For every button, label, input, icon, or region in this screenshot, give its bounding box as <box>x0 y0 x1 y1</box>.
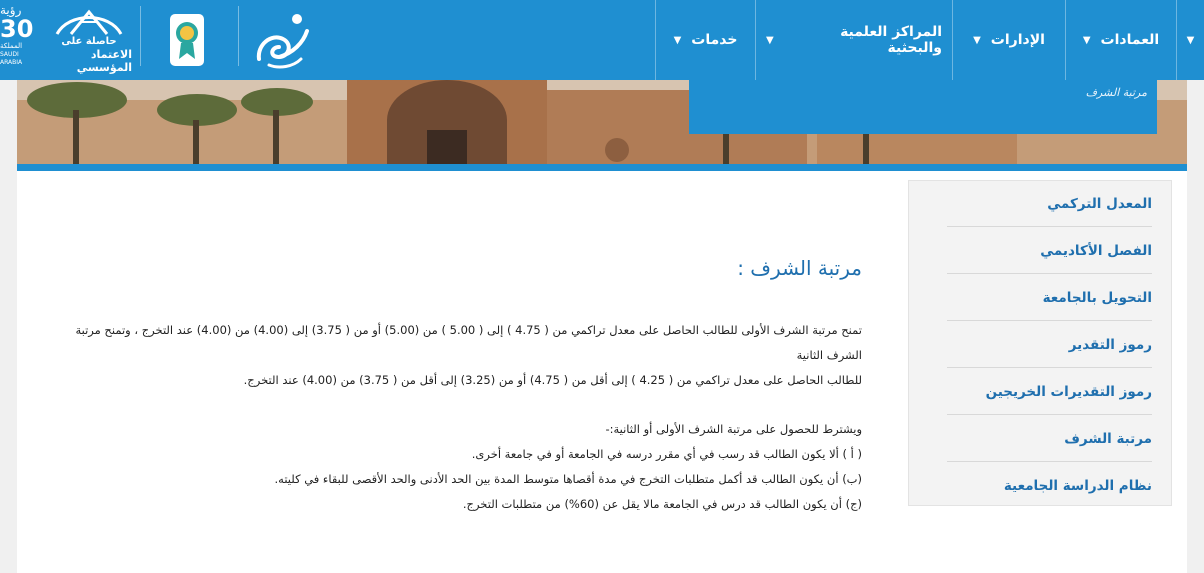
nav-item-deanships[interactable] <box>1065 0 1176 80</box>
nav-expand-toggle[interactable] <box>1176 0 1204 80</box>
university-logo[interactable] <box>246 0 316 80</box>
sidebar-item-label: الفصل الأكاديمي <box>1040 242 1152 259</box>
condition-b: (ب) أن يكون الطالب قد أكمل متطلبات التخرج في مدة أقصاها متوسط المدة بين الحد الأدنى والحد الأقصى للبقاء في كليته. <box>274 472 862 486</box>
sidebar-item-label: رموز التقديرات الخريجين <box>985 383 1152 400</box>
breadcrumb <box>689 80 1157 134</box>
nav-item-services[interactable] <box>655 0 755 80</box>
nav-item-label: خدمات <box>691 32 738 48</box>
vision-word: رؤية <box>0 3 22 17</box>
sidebar-item-honors[interactable] <box>947 416 1152 462</box>
sidebar-item-study-system[interactable] <box>947 463 1152 509</box>
spacer <box>62 393 862 417</box>
vision-sub-2: SAUDI ARABIA <box>0 51 23 66</box>
logo-divider <box>140 6 141 66</box>
accreditation-line-1: حاصلة على <box>61 36 117 47</box>
vision-number: 30 <box>0 15 34 43</box>
conditions-intro: ويشترط للحصول على مرتبة الشرف الأولى أو الثانية:- <box>605 422 862 436</box>
top-navigation-bar <box>0 0 1204 80</box>
nav-item-research-centers[interactable] <box>755 0 952 80</box>
sidebar-item-label: رموز التقدير <box>1068 336 1152 353</box>
breadcrumb-current[interactable]: مرتبة الشرف <box>1085 86 1147 99</box>
vision-2030-logo <box>0 0 42 80</box>
nav-item-label: الإدارات <box>990 32 1045 48</box>
chevron-down-icon: ▼ <box>766 34 774 46</box>
logo-divider <box>238 6 239 66</box>
article <box>62 256 862 517</box>
university-logo-icon <box>249 9 313 71</box>
sidebar-item-label: المعدل التركمي <box>1047 195 1152 212</box>
nav-item-label: المراكز العلمية والبحثية <box>840 24 942 56</box>
main-nav <box>655 0 1204 80</box>
quality-badge-logo <box>165 0 209 80</box>
condition-c: (ج) أن يكون الطالب قد درس في الجامعة مالا يقل عن (60%) من متطلبات التخرج. <box>462 497 862 511</box>
header-logos <box>0 0 620 80</box>
sidebar-menu <box>908 180 1172 506</box>
chevron-down-icon: ▼ <box>973 34 981 46</box>
page-title: مرتبة الشرف : <box>737 256 862 280</box>
chevron-down-icon: ▼ <box>1082 34 1091 46</box>
vision-sub-1: المملكة <box>0 42 23 50</box>
paragraph-line: للطالب الحاصل على معدل تراكمي من ( 4.25 ) إلى أقل من ( 4.75) أو من (3.25) إلى أقل من ( 3.75) من (4.00) عند التخرج. <box>243 373 862 387</box>
nav-item-administrations[interactable] <box>952 0 1065 80</box>
chevron-down-icon: ▼ <box>673 34 682 46</box>
sidebar-item-grade-codes[interactable] <box>947 322 1152 368</box>
accreditation-emblem-icon <box>51 6 127 36</box>
award-ribbon-icon <box>169 13 205 67</box>
sidebar-item-graduate-grade-codes[interactable] <box>947 369 1152 415</box>
chevron-down-icon: ▼ <box>1186 34 1195 46</box>
paragraph-line: تمنح مرتبة الشرف الأولى للطالب الحاصل على معدل تراكمي من ( 4.75 ) إلى ( 5.00 ) من (5.00) أو من ( 3.75) إلى (4.00) من (4.00) عند التخرج ، وتمنح مرتبة الشرف الثانية <box>75 323 862 362</box>
accreditation-logo <box>46 0 132 80</box>
nav-item-label: العمادات <box>1100 32 1160 48</box>
condition-a: ( أ ) ألا يكون الطالب قد رسب في أي مقرر درسه في الجامعة أو في جامعة أخرى. <box>471 447 862 461</box>
sidebar-item-academic-semester[interactable] <box>947 228 1152 274</box>
hero-divider <box>17 164 1187 171</box>
accreditation-line-2: الاعتماد المؤسسي <box>76 48 132 74</box>
sidebar-item-cumulative-gpa[interactable] <box>947 181 1152 227</box>
sidebar-item-label: نظام الدراسة الجامعية <box>1003 478 1152 494</box>
sidebar-item-label: التحويل بالجامعة <box>1042 289 1152 306</box>
sidebar-item-label: مرتبة الشرف <box>1064 430 1152 447</box>
sidebar-item-transfer[interactable] <box>947 275 1152 321</box>
